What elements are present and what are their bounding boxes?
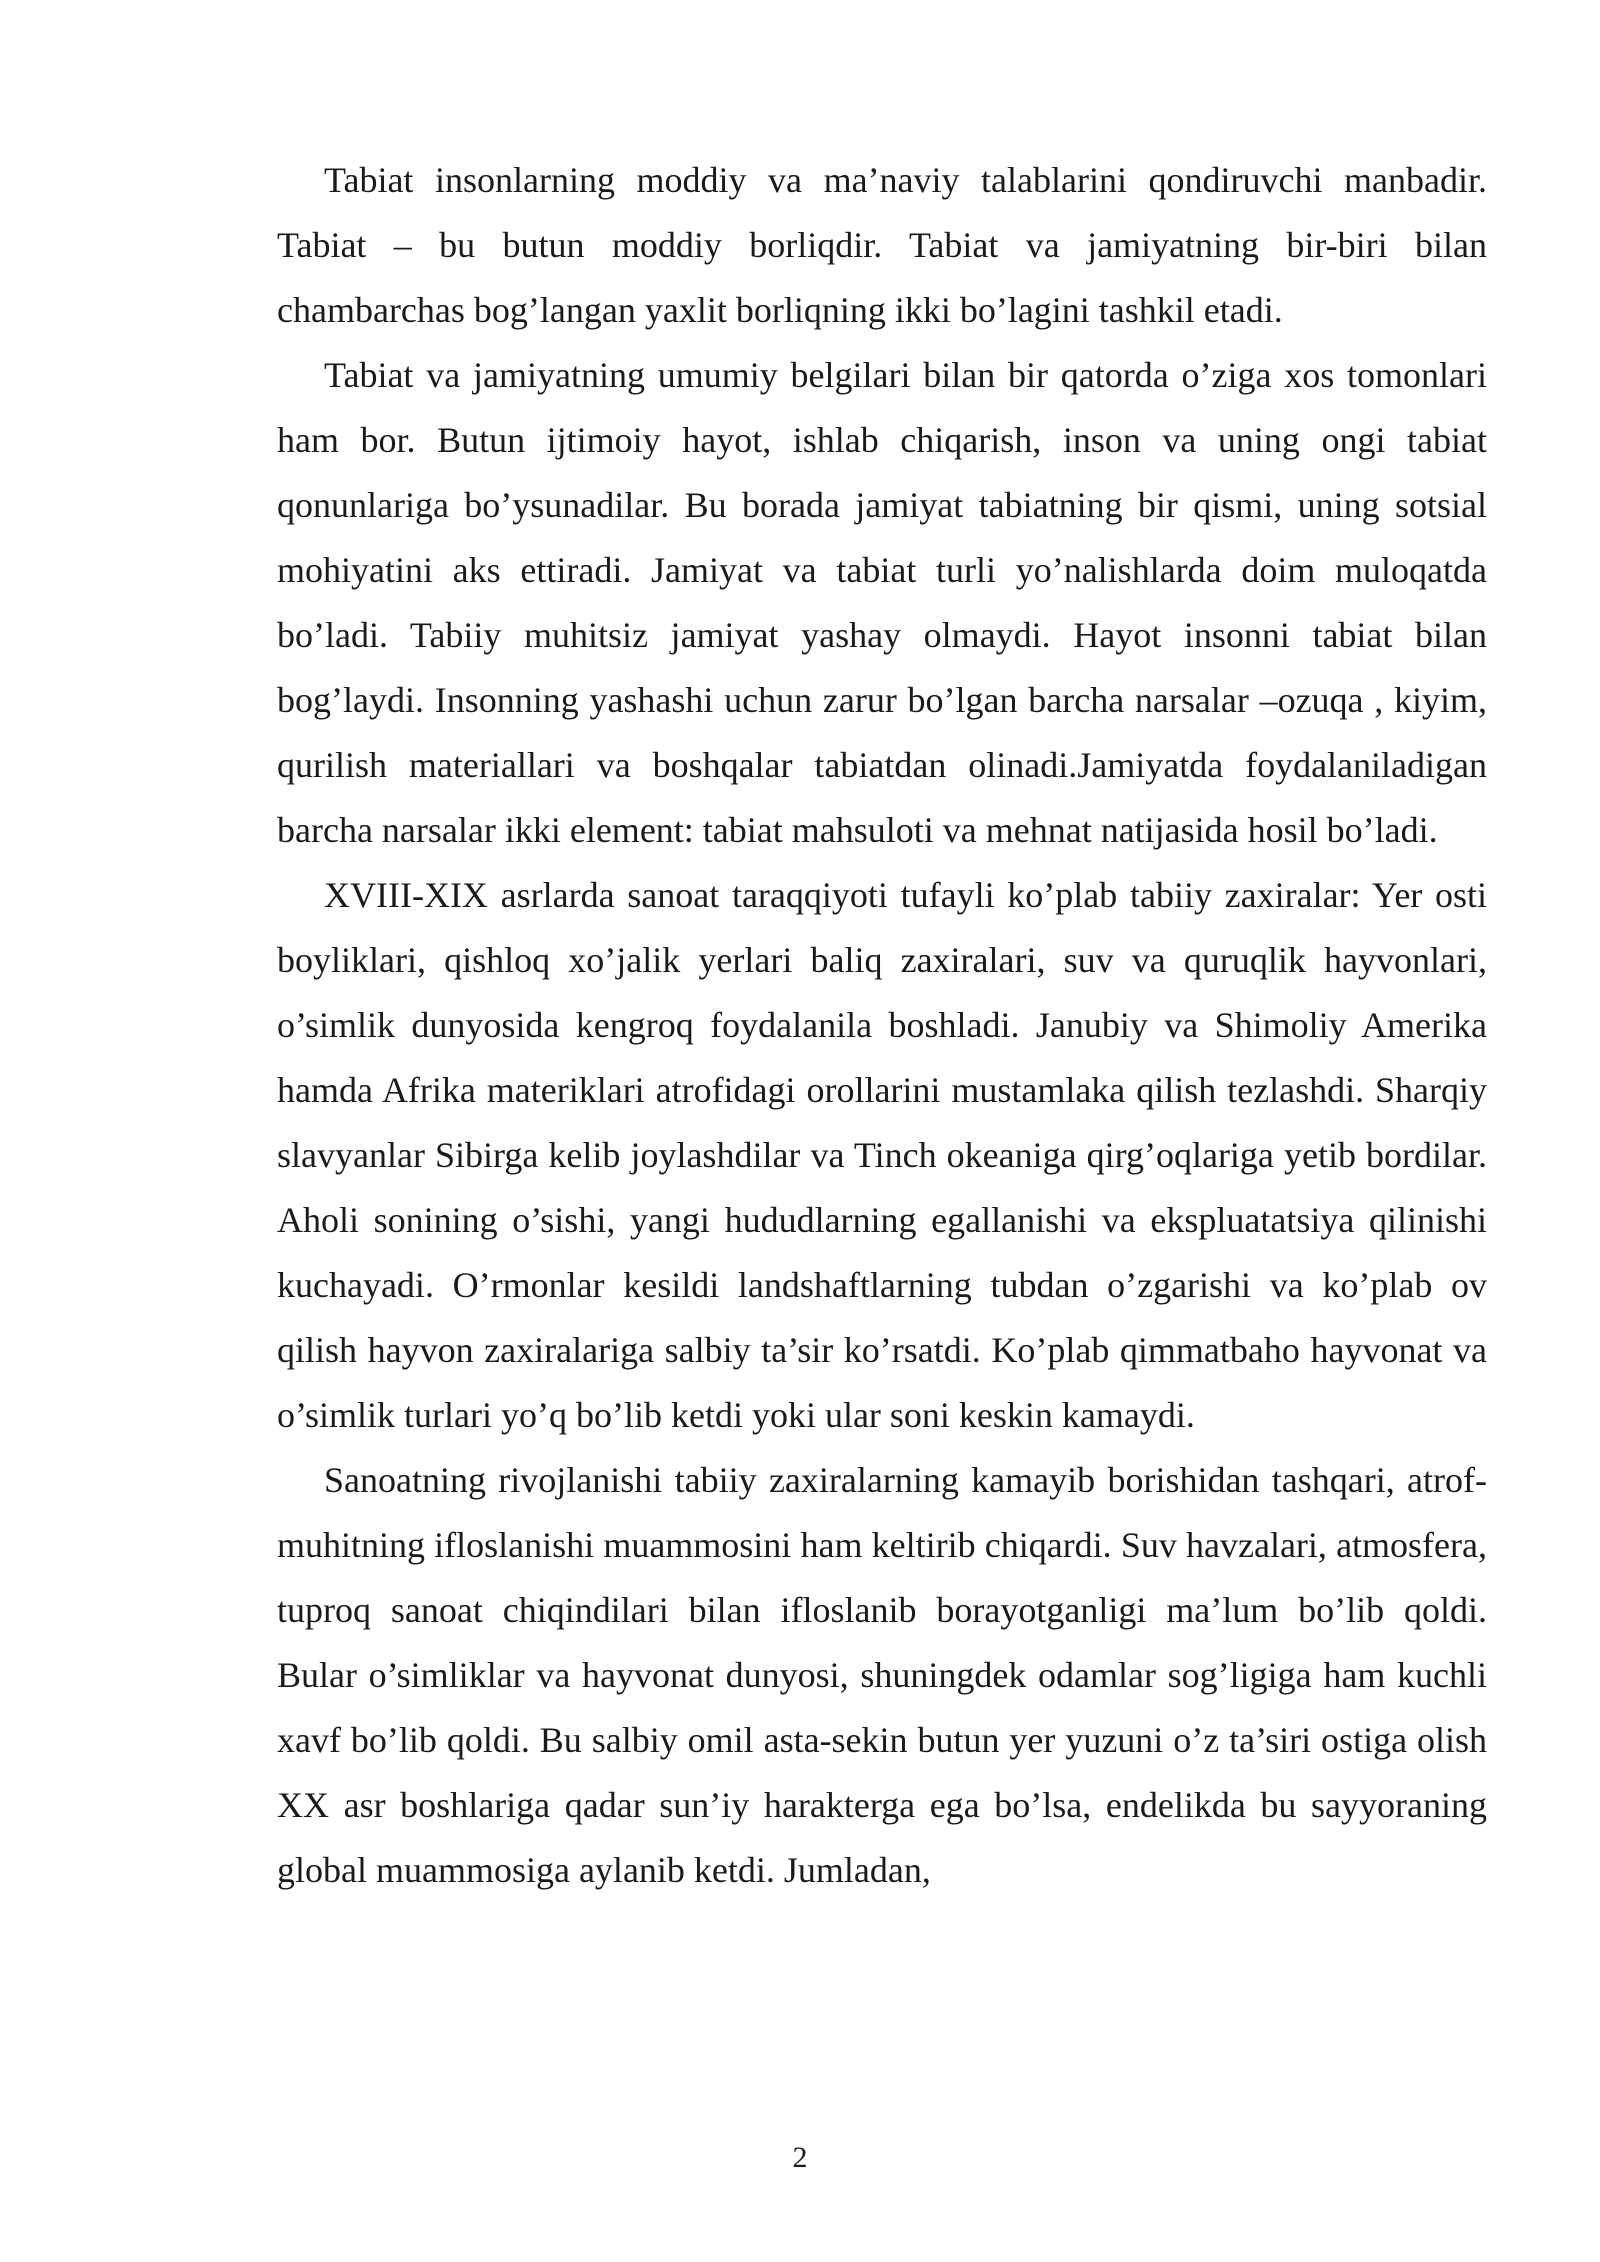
page-number: 2 [792,2141,808,2174]
paragraph: Tabiat va jamiyatning umumiy belgilari bilan bir qatorda o’ziga xos tomonlari ham bor. Butun ijtimoiy hayot, ishlab chiqarish, inson va uning ongi tabiat qonunlariga bo’ysunadilar. Bu borada jamiyat tabiatning bir qismi, uning sotsial mohiyatini aks ettiradi. Jamiyat va tabiat turli yo’nalishlarda doim muloqatda bo’ladi. Tabiiy muhitsiz jamiyat yashay olmaydi. Hayot insonni tabiat bilan bog’laydi. Insonning yashashi uchun zarur bo’lgan barcha narsalar –ozuqa , kiyim, qurilish materiallari va boshqalar tabiatdan olinadi.Jamiyatda foydalaniladigan barcha narsalar ikki element: tabiat mahsuloti va mehnat natijasida hosil bo’ladi. [277,355,1487,850]
paragraph: Tabiat insonlarning moddiy va ma’naviy talablarini qondiruvchi manbadir. Tabiat – bu butun moddiy borliqdir. Tabiat va jamiyatning bir-biri bilan chambarchas bog’langan yaxlit borliqning ikki bo’lagini tashkil etadi. [277,160,1487,330]
body-text [277,148,1487,1903]
paragraph: Sanoatning rivojlanishi tabiiy zaxiralarning kamayib borishidan tashqari, atrof-muhitning ifloslanishi muammosini ham keltirib chiqardi. Suv havzalari, atmosfera, tuproq sanoat chiqindilari bilan ifloslanib borayotganligi ma’lum bo’lib qoldi. Bular o’simliklar va hayvonat dunyosi, shuningdek odamlar sog’ligiga ham kuchli xavf bo’lib qoldi. Bu salbiy omil asta-sekin butun yer yuzuni o’z ta’siri ostiga olish XX asr boshlariga qadar sun’iy harakterga ega bo’lsa, endelikda bu sayyoraning global muammosiga aylanib ketdi. Jumladan, [277,1460,1487,1890]
paragraph: XVIII-XIX asrlarda sanoat taraqqiyoti tufayli ko’plab tabiiy zaxiralar: Yer osti boyliklari, qishloq xo’jalik yerlari baliq zaxiralari, suv va quruqlik hayvonlari, o’simlik dunyosida kengroq foydalanila boshladi. Janubiy va Shimoliy Amerika hamda Afrika materiklari atrofidagi orollarini mustamlaka qilish tezlashdi. Sharqiy slavyanlar Sibirga kelib joylashdilar va Tinch okeaniga qirg’oqlariga yetib bordilar. Aholi sonining o’sishi, yangi hududlarning egallanishi va ekspluatatsiya qilinishi kuchayadi. O’rmonlar kesildi landshaftlarning tubdan o’zgarishi va ko’plab ov qilish hayvon zaxiralariga salbiy ta’sir ko’rsatdi. Ko’plab qimmatbaho hayvonat va o’simlik turlari yo’q bo’lib ketdi yoki ular soni keskin kamaydi. [277,875,1487,1435]
